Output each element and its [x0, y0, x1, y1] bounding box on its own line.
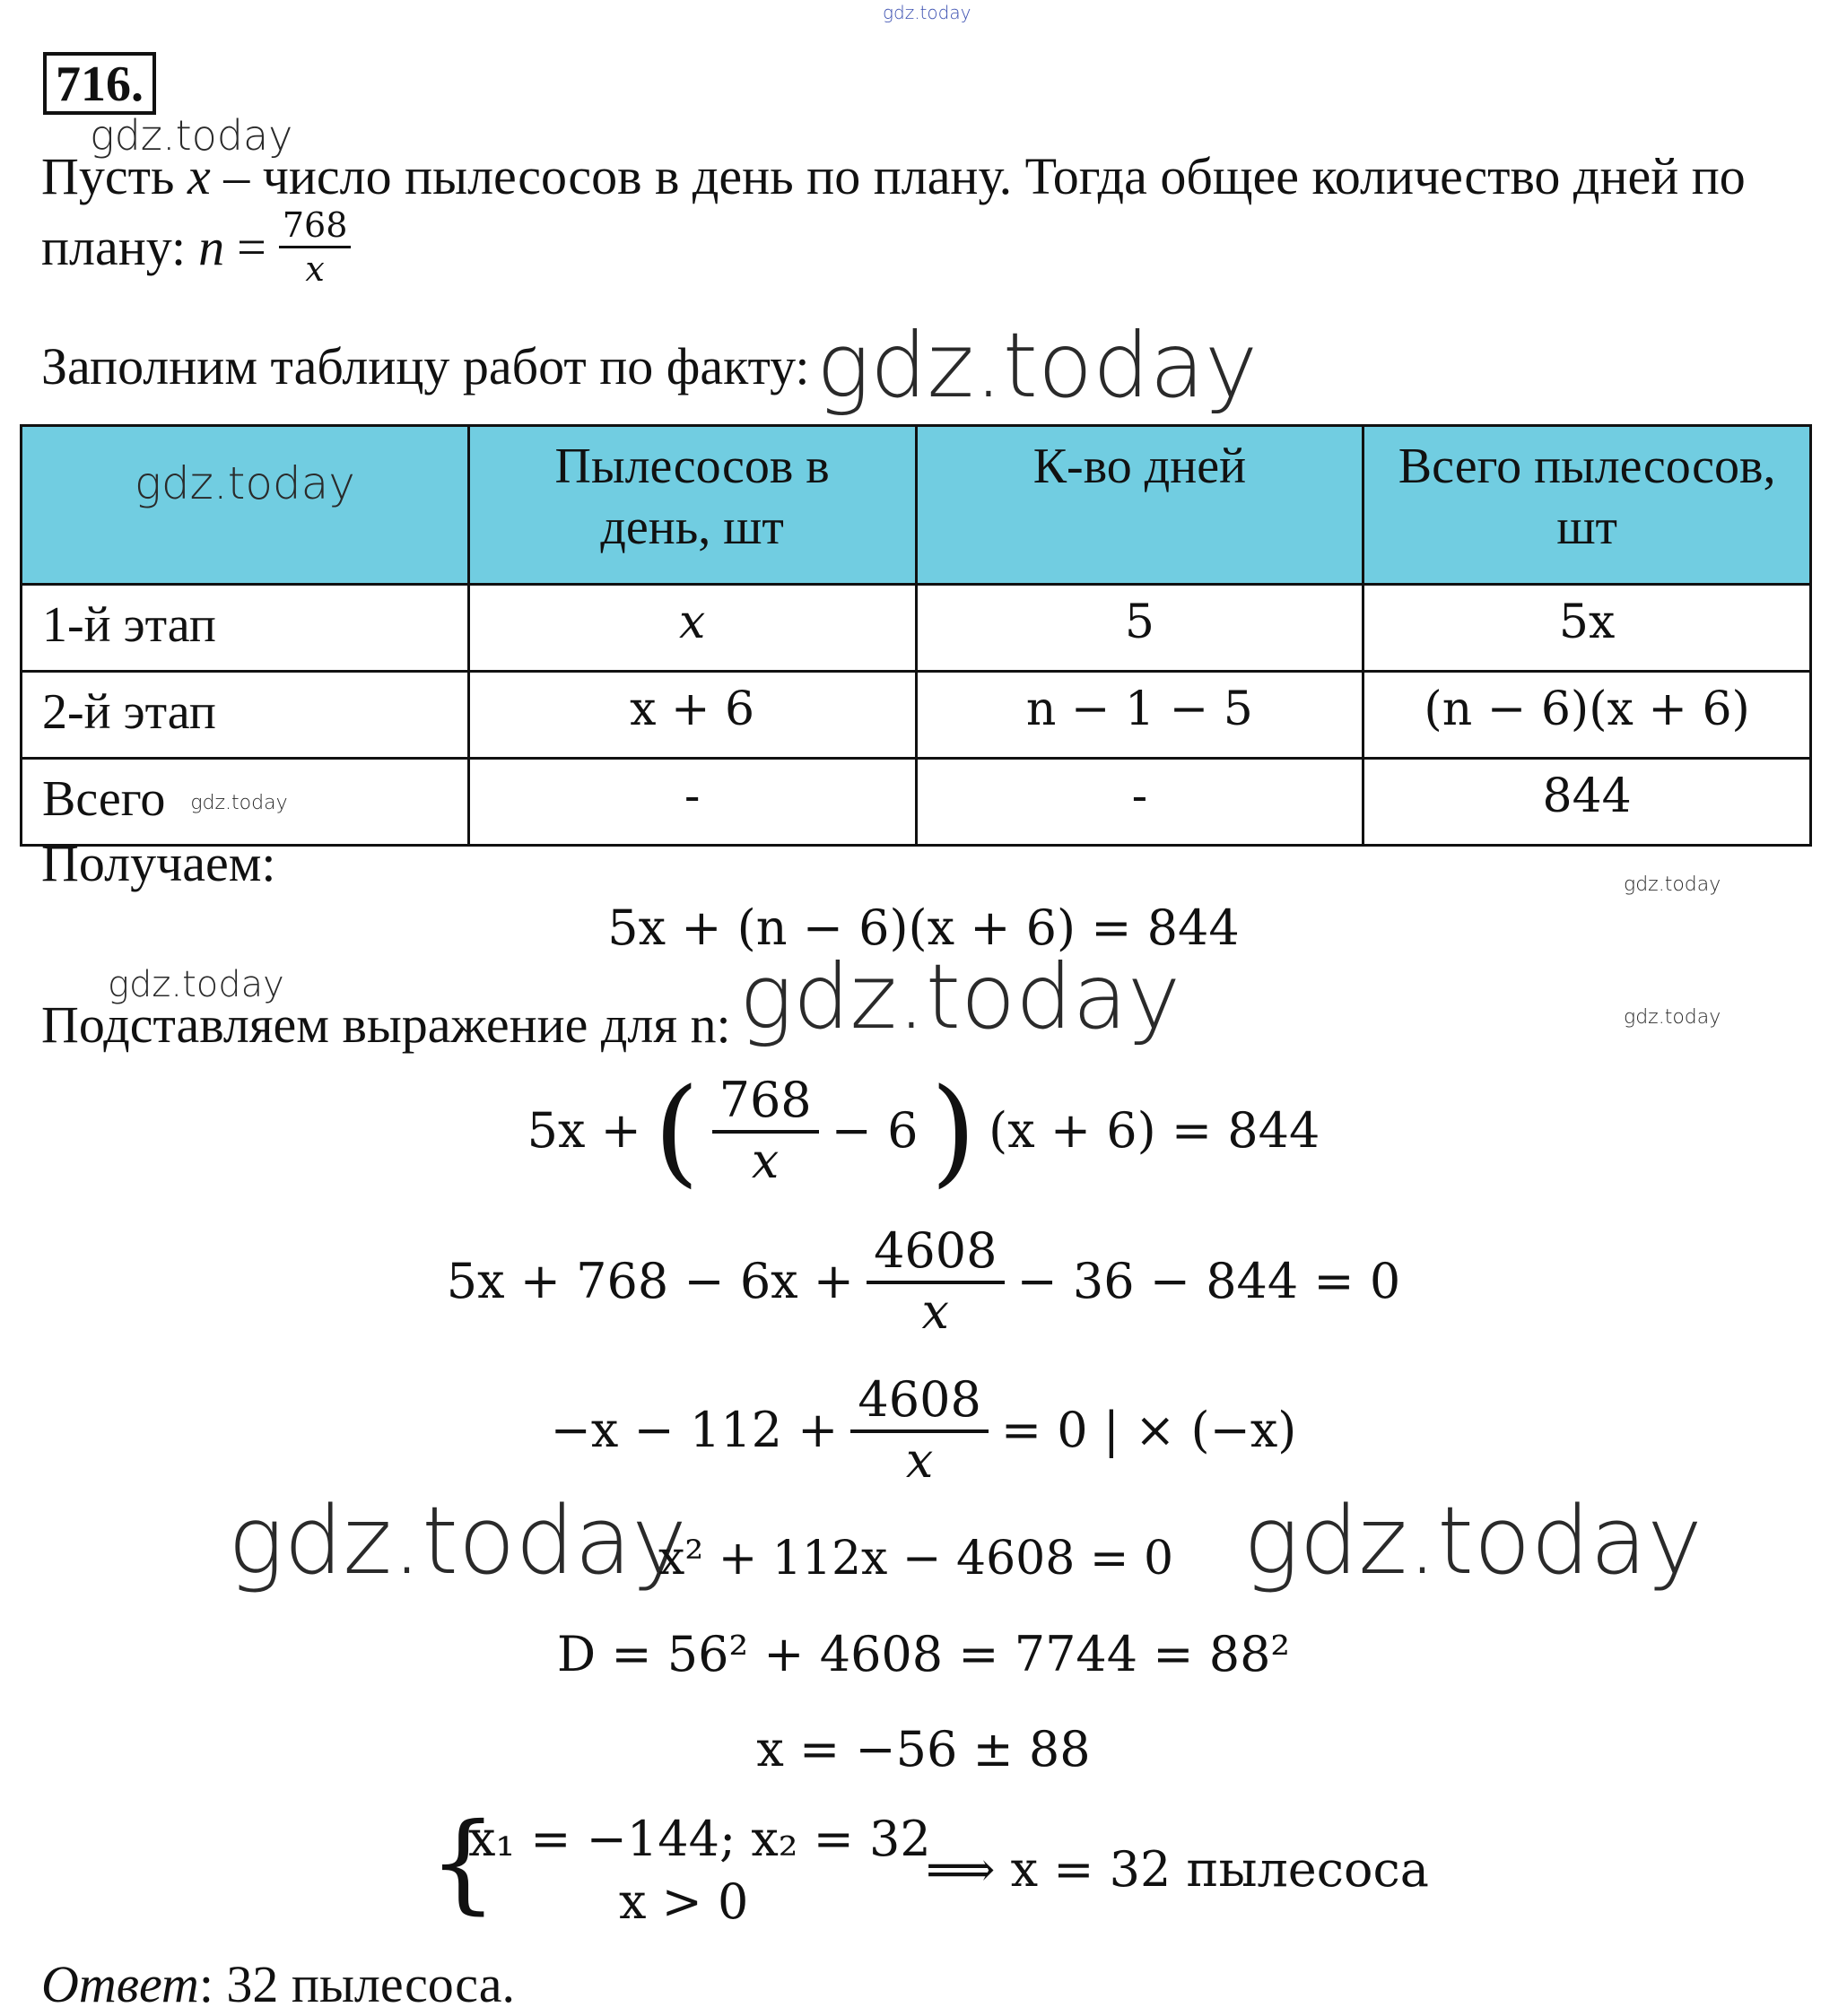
intro-line-2 [41, 205, 351, 289]
equation-4: −x − 112 + $\frac{4608}{x}$ = 0 | × (−x) [550, 1371, 1297, 1489]
conclusion: ⟹ x = 32 пылесоса [926, 1841, 1429, 1898]
get-label: Получаем: [41, 834, 276, 892]
big-paren-right: ) [930, 1063, 977, 1199]
table-row [22, 672, 1811, 759]
watermark-large: gdz.today [228, 1486, 687, 1595]
watermark: gdz.today [134, 457, 355, 509]
table-header-row [22, 426, 1811, 585]
table-cell: - [468, 759, 916, 846]
equals-sign: = [237, 217, 266, 276]
table-header-cell: Пылесосов в день, шт [468, 426, 916, 585]
equation-6: D = 56² + 4608 = 7744 = 88² [556, 1626, 1291, 1682]
equation-2: 5x + ( $\frac{768}{x}$ − 6 ) (x + 6) = 844 [527, 1063, 1320, 1199]
table-cell: x + 6 [468, 672, 916, 759]
table-row [22, 759, 1811, 846]
fraction-numerator: 768 [279, 208, 352, 248]
table-cell: Всего gdz.today [22, 759, 469, 846]
fraction-4608-over-x: $\frac{4608}{x}$ [867, 1227, 1004, 1336]
watermark: gdz.today [108, 964, 284, 1005]
watermark-large: gdz.today [816, 313, 1259, 418]
equation-7: x = −56 ± 88 [756, 1721, 1091, 1777]
watermark: gdz.today [90, 111, 293, 160]
variable-n: n [198, 217, 225, 276]
equation-5: x² + 112x − 4608 = 0 [658, 1532, 1174, 1586]
answer-line [41, 1955, 515, 2013]
fraction-768-over-x [279, 205, 352, 289]
intro-line-1 [41, 147, 1746, 205]
table-cell: 2-й этап [22, 672, 469, 759]
table-cell: n − 1 − 5 [916, 672, 1363, 759]
table-cell: - [916, 759, 1363, 846]
watermark: gdz.today [190, 792, 288, 815]
fraction-768-over-x: $\frac{768}{x}$ [712, 1076, 819, 1186]
watermark: gdz.today [1624, 873, 1721, 896]
table-row [22, 585, 1811, 672]
watermark: gdz.today [1624, 1006, 1721, 1029]
table-header-cell [22, 426, 469, 585]
fraction-denominator: x [305, 249, 325, 289]
problem-number [43, 52, 156, 115]
system-line-1: x₁ = −144; x₂ = 32 [468, 1811, 931, 1867]
watermark-large: gdz.today [739, 944, 1181, 1049]
work-table [20, 424, 1812, 847]
big-paren-left: ( [653, 1063, 700, 1199]
variable-x: x [187, 147, 211, 205]
table-cell: 5 [916, 585, 1363, 672]
answer-text: : 32 пылесоса. [198, 1955, 515, 2013]
problem-number-text: 716. [56, 56, 144, 112]
table-cell: x [468, 585, 916, 672]
table-cell: 5x [1363, 585, 1811, 672]
fraction-4608-over-x: $\frac{4608}{x}$ [850, 1376, 988, 1485]
intro-text: плану: [41, 217, 187, 276]
table-cell: (n − 6)(x + 6) [1363, 672, 1811, 759]
table-header-cell: Всего пылесосов, шт [1363, 426, 1811, 585]
equation-1: 5x + (n − 6)(x + 6) = 844 [607, 899, 1240, 956]
table-header-cell: К-во дней [916, 426, 1363, 585]
system-brace: { [429, 1801, 498, 1925]
table-cell: 844 [1363, 759, 1811, 846]
substitute-label: Подставляем выражение для n: [41, 995, 731, 1054]
equation-3: 5x + 768 − 6x + $\frac{4608}{x}$ − 36 − 844 = 0 [446, 1222, 1401, 1340]
watermark-large: gdz.today [1243, 1486, 1703, 1595]
table-cell: 1-й этап [22, 585, 469, 672]
answer-label: Ответ [41, 1955, 199, 2013]
table-caption: Заполним таблицу работ по факту: [41, 337, 810, 395]
watermark-top: gdz.today [883, 2, 971, 23]
intro-text: Пусть [41, 147, 175, 205]
system-line-2: x > 0 [619, 1873, 749, 1930]
intro-text: – число пылесосов в день по плану. Тогда общее количество дней по [223, 147, 1746, 205]
